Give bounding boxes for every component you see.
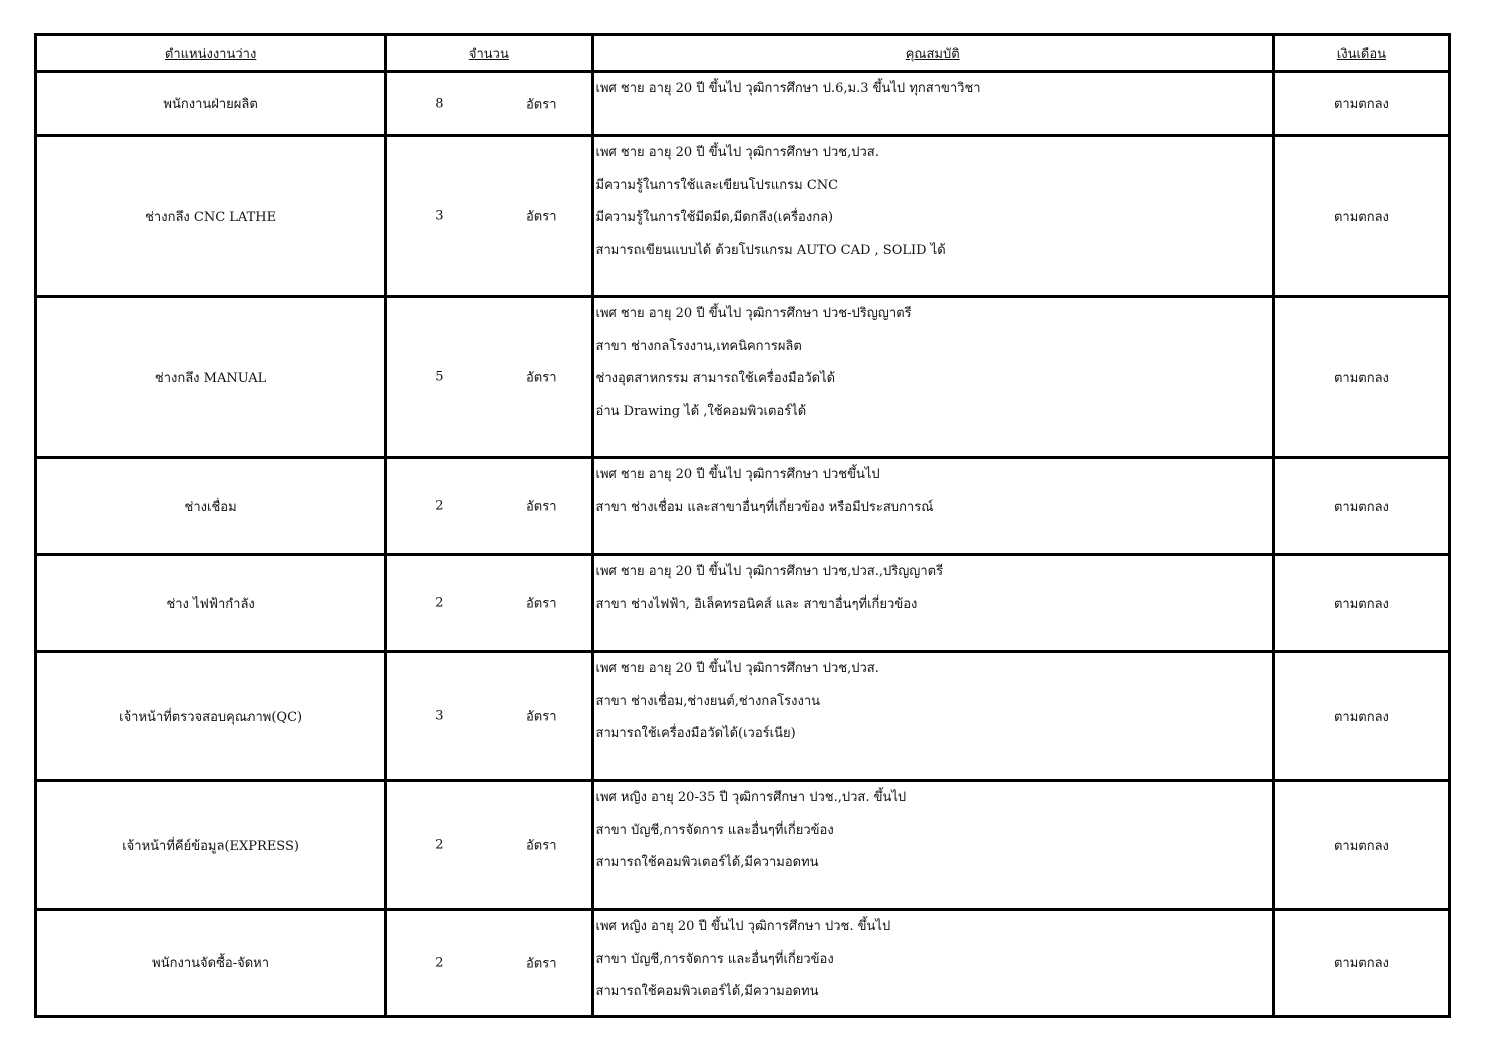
table-row	[36, 910, 1450, 1017]
count-unit: อัตรา	[525, 956, 557, 972]
qualification-line: สาขา ช่างกลโรงงาน,เทคนิคการผลิต	[595, 338, 802, 354]
qualification-line: ช่างอุตสาหกรรม สามารถใช้เครื่องมือวัดได้	[595, 371, 836, 386]
count-unit: อัตรา	[525, 709, 557, 725]
position-cell: พนักงานฝ่ายผลิต	[36, 72, 386, 136]
count-number: 8	[435, 96, 444, 111]
qualification-line: เพศ หญิง อายุ 20-35 ปี วุฒิการศึกษา ปวช.,ปวส. ขึ้นไป	[595, 790, 907, 805]
salary-cell: ตามตกลง	[1273, 910, 1449, 1017]
count-unit: อัตรา	[525, 370, 557, 386]
qualification-cell	[592, 652, 1273, 781]
header-salary: เงินเดือน	[1273, 35, 1449, 72]
salary-cell: ตามตกลง	[1273, 781, 1449, 910]
count-unit: อัตรา	[525, 596, 557, 612]
qualification-line: เพศ ชาย อายุ 20 ปี ขึ้นไป วุฒิการศึกษา ปวช,ปวส.	[595, 661, 879, 676]
count-number: 3	[435, 208, 444, 224]
count-unit: อัตรา	[525, 97, 557, 112]
qualification-line: เพศ ชาย อายุ 20 ปี ขึ้นไป วุฒิการศึกษา ป.6,ม.3 ขึ้นไป ทุกสาขาวิชา	[595, 81, 981, 96]
table-row	[36, 297, 1450, 458]
qualification-line: เพศ ชาย อายุ 20 ปี ขึ้นไป วุฒิการศึกษา ปวช,ปวส.,ปริญญาตรี	[595, 564, 944, 579]
count-cell	[386, 652, 592, 781]
qualification-cell	[592, 72, 1273, 136]
count-unit: อัตรา	[525, 499, 557, 515]
count-number: 2	[435, 837, 444, 853]
qualification-line: มีความรู้ในการใช้มีดมีด,มีดกลึง(เครื่องกล)	[595, 210, 834, 225]
qualification-line: สาขา บัญชี,การจัดการ และอื่นๆที่เกี่ยวข้อง	[595, 822, 834, 838]
qualification-line: เพศ ชาย อายุ 20 ปี ขึ้นไป วุฒิการศึกษา ปวช-ปริญญาตรี	[595, 306, 912, 321]
qualification-line: สามารถใช้เครื่องมือวัดได้(เวอร์เนีย)	[595, 726, 796, 741]
count-number: 2	[435, 498, 444, 514]
salary-cell: ตามตกลง	[1273, 136, 1449, 297]
count-number: 3	[435, 708, 444, 724]
count-cell	[386, 910, 592, 1017]
position-cell: ช่างกลึง CNC LATHE	[36, 136, 386, 297]
qualification-line: เพศ ชาย อายุ 20 ปี ขึ้นไป วุฒิการศึกษา ปวชขึ้นไป	[595, 467, 880, 482]
position-cell: ช่าง ไฟฟ้ากำลัง	[36, 555, 386, 652]
salary-cell: ตามตกลง	[1273, 297, 1449, 458]
count-number: 2	[435, 595, 444, 611]
salary-cell: ตามตกลง	[1273, 72, 1449, 136]
header-count: จำนวน	[386, 35, 592, 72]
header-position: ตำแหน่งงานว่าง	[36, 35, 386, 72]
count-cell	[386, 458, 592, 555]
count-unit: อัตรา	[525, 209, 557, 225]
qualification-line: สาขา ช่างเชื่อม และสาขาอื่นๆที่เกี่ยวข้อง หรือมีประสบการณ์	[595, 499, 934, 515]
qualification-line: เพศ หญิง อายุ 20 ปี ขึ้นไป วุฒิการศึกษา ปวช. ขึ้นไป	[595, 919, 891, 934]
qualification-line: สาขา ช่างไฟฟ้า, อิเล็คทรอนิคส์ และ สาขาอื่นๆที่เกี่ยวข้อง	[595, 596, 918, 612]
count-number: 5	[435, 369, 444, 385]
position-cell: เจ้าหน้าที่คีย์ข้อมูล(EXPRESS)	[36, 781, 386, 910]
qualification-cell	[592, 555, 1273, 652]
position-cell: ช่างกลึง MANUAL	[36, 297, 386, 458]
qualification-line: สามารถใช้คอมพิวเตอร์ได้,มีความอดทน	[595, 855, 819, 870]
count-cell	[386, 781, 592, 910]
count-cell	[386, 72, 592, 136]
qualification-cell	[592, 136, 1273, 297]
table-row	[36, 781, 1450, 910]
header-qualification: คุณสมบัติ	[592, 35, 1273, 72]
count-cell	[386, 555, 592, 652]
table-row	[36, 72, 1450, 136]
table-row	[36, 458, 1450, 555]
qualification-line: อ่าน Drawing ได้ ,ใช้คอมพิวเตอร์ได้	[595, 403, 807, 419]
qualification-line: เพศ ชาย อายุ 20 ปี ขึ้นไป วุฒิการศึกษา ปวช,ปวส.	[595, 145, 879, 160]
job-vacancy-table	[34, 33, 1451, 1018]
position-cell: พนักงานจัดซื้อ-จัดหา	[36, 910, 386, 1017]
position-cell: เจ้าหน้าที่ตรวจสอบคุณภาพ(QC)	[36, 652, 386, 781]
count-unit: อัตรา	[525, 838, 557, 854]
qualification-line: มีความรู้ในการใช้และเขียนโปรแกรม CNC	[595, 177, 839, 193]
table-header-row	[36, 35, 1450, 72]
salary-cell: ตามตกลง	[1273, 458, 1449, 555]
count-number: 2	[435, 955, 444, 971]
position-cell: ช่างเชื่อม	[36, 458, 386, 555]
table-row	[36, 555, 1450, 652]
count-cell	[386, 136, 592, 297]
salary-cell: ตามตกลง	[1273, 652, 1449, 781]
table-body	[36, 72, 1450, 1017]
qualification-line: สาขา ช่างเชื่อม,ช่างยนต์,ช่างกลโรงงาน	[595, 693, 821, 709]
qualification-line: สามารถใช้คอมพิวเตอร์ได้,มีความอดทน	[595, 984, 819, 999]
qualification-cell	[592, 458, 1273, 555]
qualification-cell	[592, 781, 1273, 910]
qualification-cell	[592, 910, 1273, 1017]
qualification-cell	[592, 297, 1273, 458]
table-row	[36, 136, 1450, 297]
qualification-line: สาขา บัญชี,การจัดการ และอื่นๆที่เกี่ยวข้อง	[595, 951, 834, 967]
table-row	[36, 652, 1450, 781]
qualification-line: สามารถเขียนแบบได้ ด้วยโปรแกรม AUTO CAD , SOLID ได้	[595, 242, 946, 258]
salary-cell: ตามตกลง	[1273, 555, 1449, 652]
count-cell	[386, 297, 592, 458]
